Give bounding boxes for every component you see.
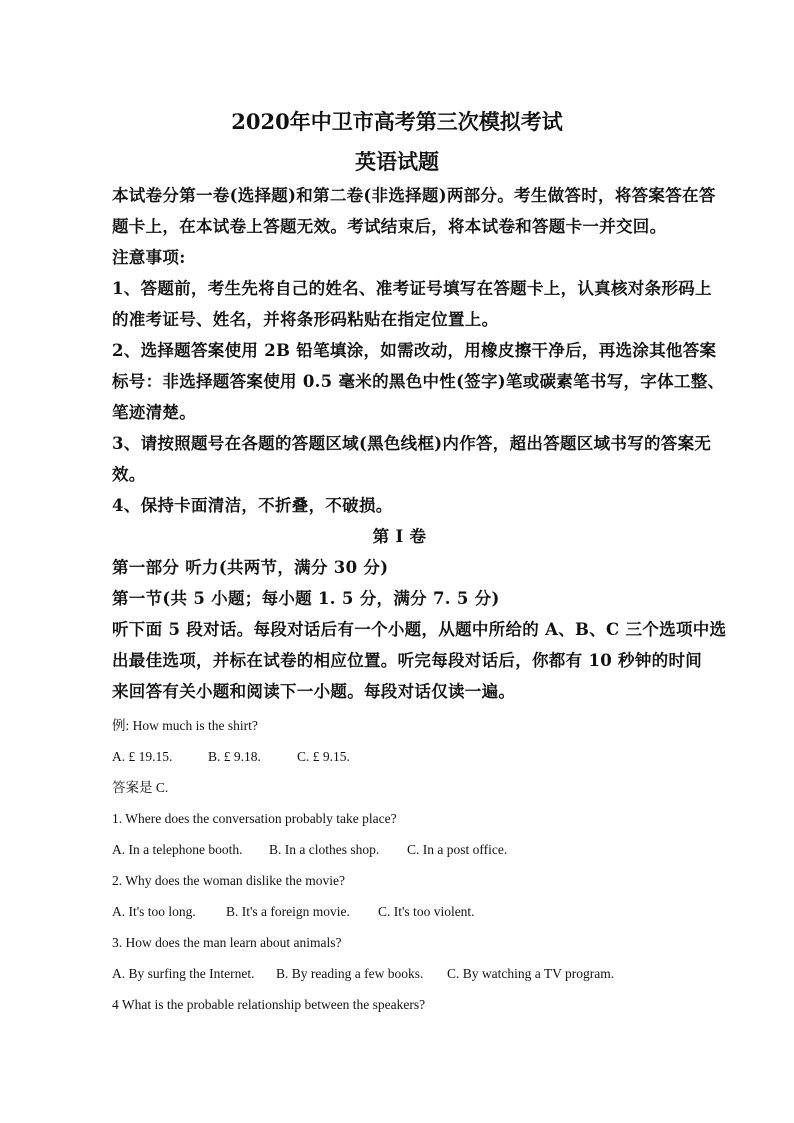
- option-c: C. £ 9.15.: [297, 749, 350, 764]
- question-2: 2. Why does the woman dislike the movie?: [112, 873, 345, 888]
- question-3: 3. How does the man learn about animals?: [112, 935, 342, 950]
- notice-line: 4、保持卡面清洁，不折叠，不破损。: [112, 496, 393, 515]
- notice-line: 笔迹清楚。: [112, 403, 196, 422]
- notice-line: 2、选择题答案使用 2B 铅笔填涂，如需改动，用橡皮擦干净后，再选涂其他答案: [112, 341, 717, 360]
- listening-instruction-line: 听下面 5 段对话。每段对话后有一个小题，从题中所给的 A、B、C 三个选项中选: [112, 620, 727, 639]
- exam-title: 2020年中卫市高考第三次模拟考试: [231, 109, 563, 134]
- option-a: A. It's too long.: [112, 904, 196, 919]
- section-heading: 第一节(共 5 小题；每小题 1. 5 分，满分 7. 5 分): [112, 589, 500, 608]
- notice-heading: 注意事项:: [112, 248, 186, 267]
- option-a: A. By surfing the Internet.: [112, 966, 255, 981]
- option-a: A. In a telephone booth.: [112, 842, 243, 857]
- intro-line: 本试卷分第一卷(选择题)和第二卷(非选择题)两部分。考生做答时，将答案答在答: [112, 186, 716, 205]
- question-2-options: [112, 896, 687, 927]
- listening-instruction-line: 出最佳选项，并标在试卷的相应位置。听完每段对话后，你都有 10 秒钟的时间: [112, 651, 703, 670]
- notice-line: 3、请按照题号在各题的答题区域(黑色线框)内作答，超出答题区域书写的答案无: [112, 434, 712, 453]
- option-c: C. By watching a TV program.: [447, 966, 615, 981]
- intro-line: 题卡上，在本试卷上答题无效。考试结束后，将本试卷和答题卡一并交回。: [112, 217, 667, 236]
- question-1: 1. Where does the conversation probably take place?: [112, 811, 397, 826]
- question-list: [112, 710, 687, 1020]
- option-c: C. In a post office.: [407, 842, 508, 857]
- question-4: 4 What is the probable relationship between the speakers?: [112, 997, 426, 1012]
- volume-heading: 第 I 卷: [372, 527, 427, 546]
- exam-subtitle: 英语试题: [355, 149, 439, 174]
- notice-line: 标号：非选择题答案使用 0.5 毫米的黑色中性(签字)笔或碳素笔书写，字体工整、: [112, 372, 725, 391]
- option-a: A. £ 19.15.: [112, 749, 173, 764]
- notice-line: 的准考证号、姓名，并将条形码粘贴在指定位置上。: [112, 310, 499, 329]
- listening-instruction-line: 来回答有关小题和阅读下一小题。每段对话仅读一遍。: [112, 682, 516, 701]
- question-1-options: [112, 834, 687, 865]
- option-b: B. £ 9.18.: [208, 749, 261, 764]
- question-3-options: [112, 958, 687, 989]
- example-answer: 答案是 C.: [112, 780, 169, 795]
- exam-instructions: [112, 180, 727, 707]
- notice-line: 1、答题前，考生先将自己的姓名、准考证号填写在答题卡上，认真核对条形码上: [112, 279, 712, 298]
- option-b: B. It's a foreign movie.: [226, 904, 350, 919]
- option-c: C. It's too violent.: [378, 904, 475, 919]
- option-b: B. By reading a few books.: [276, 966, 424, 981]
- part-heading: 第一部分 听力(共两节，满分 30 分): [112, 558, 389, 577]
- option-b: B. In a clothes shop.: [269, 842, 380, 857]
- example-question: 例: How much is the shirt?: [112, 718, 258, 733]
- notice-line: 效。: [112, 465, 146, 484]
- example-options: [112, 741, 687, 772]
